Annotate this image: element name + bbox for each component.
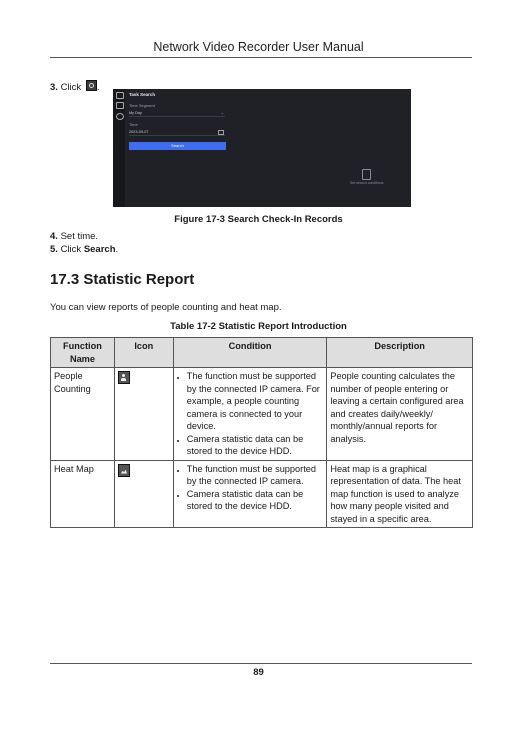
condition-item: • Camera statistic data can be stored to the device HDD. bbox=[187, 433, 324, 458]
table-header: Icon bbox=[114, 338, 173, 368]
condition-list bbox=[177, 370, 324, 458]
empty-state-text: Set search conditions bbox=[350, 181, 384, 185]
time-segment-select[interactable]: My Day ⌄ bbox=[129, 110, 224, 115]
table-header: Condition bbox=[173, 338, 327, 368]
time-input[interactable]: 2023-09-07 bbox=[129, 129, 225, 136]
table-row bbox=[51, 368, 473, 461]
chevron-down-icon: ⌄ bbox=[220, 110, 224, 115]
table-caption: Table 17-2 Statistic Report Introduction bbox=[170, 321, 347, 332]
figure-caption: Figure 17-3 Search Check-In Records bbox=[174, 214, 343, 225]
statistic-report-table bbox=[50, 337, 473, 528]
document-icon bbox=[362, 169, 371, 180]
step-text: Click bbox=[60, 82, 82, 93]
section-title: 17.3 Statistic Report bbox=[50, 271, 195, 288]
footer-divider bbox=[50, 663, 472, 664]
screenshot-title: Task Search bbox=[129, 92, 156, 97]
function-name: Heat Map bbox=[51, 460, 115, 528]
search-icon bbox=[86, 80, 97, 91]
section-intro: You can view reports of people counting and heat map. bbox=[50, 302, 282, 313]
page-number: 89 bbox=[253, 667, 264, 678]
condition-item: • The function must be supported by the connected IP camera. bbox=[187, 463, 324, 488]
step-number: 4. bbox=[50, 231, 58, 242]
step-text: Set time. bbox=[60, 231, 99, 242]
people-counting-icon bbox=[118, 371, 130, 384]
step-5: 5. Click Search. bbox=[50, 244, 119, 255]
time-segment-label: Time Segment bbox=[129, 103, 155, 108]
calendar-icon bbox=[218, 130, 224, 135]
search-button[interactable]: Search bbox=[129, 142, 226, 150]
step-number: 5. bbox=[50, 244, 58, 255]
heat-map-icon bbox=[118, 464, 130, 477]
table-row bbox=[51, 460, 473, 528]
step-4 bbox=[50, 231, 98, 242]
step-3: 3. Click . bbox=[50, 82, 100, 93]
time-label: Time bbox=[129, 122, 138, 127]
table-header: Function Name bbox=[51, 338, 115, 368]
condition-list bbox=[177, 463, 324, 513]
condition-item: • The function must be supported by the connected IP camera. For example, a people counting camera is connected to your device. bbox=[187, 370, 324, 433]
function-description: People counting calculates the number of people entering or leaving a certain configured area and creates daily/weekly/ monthly/annual reports for analysis. bbox=[327, 368, 473, 461]
screenshot-sidebar bbox=[113, 89, 125, 207]
table-header: Description bbox=[327, 338, 473, 368]
clock-icon bbox=[116, 113, 124, 120]
page-header: Network Video Recorder User Manual bbox=[153, 40, 364, 54]
list-icon bbox=[116, 102, 124, 109]
function-description: Heat map is a graphical representation of data. The heat map function is used to analyze how many people visited and stayed in a specific area. bbox=[327, 460, 473, 528]
home-icon bbox=[116, 92, 124, 99]
step-keyword: Search bbox=[83, 244, 116, 255]
function-name: People Counting bbox=[51, 368, 115, 461]
table-header-row bbox=[51, 338, 473, 368]
step-number: 3. bbox=[50, 82, 58, 93]
condition-item: • Camera statistic data can be stored to the device HDD. bbox=[187, 488, 324, 513]
search-screenshot bbox=[113, 89, 411, 207]
header-divider bbox=[50, 57, 472, 58]
